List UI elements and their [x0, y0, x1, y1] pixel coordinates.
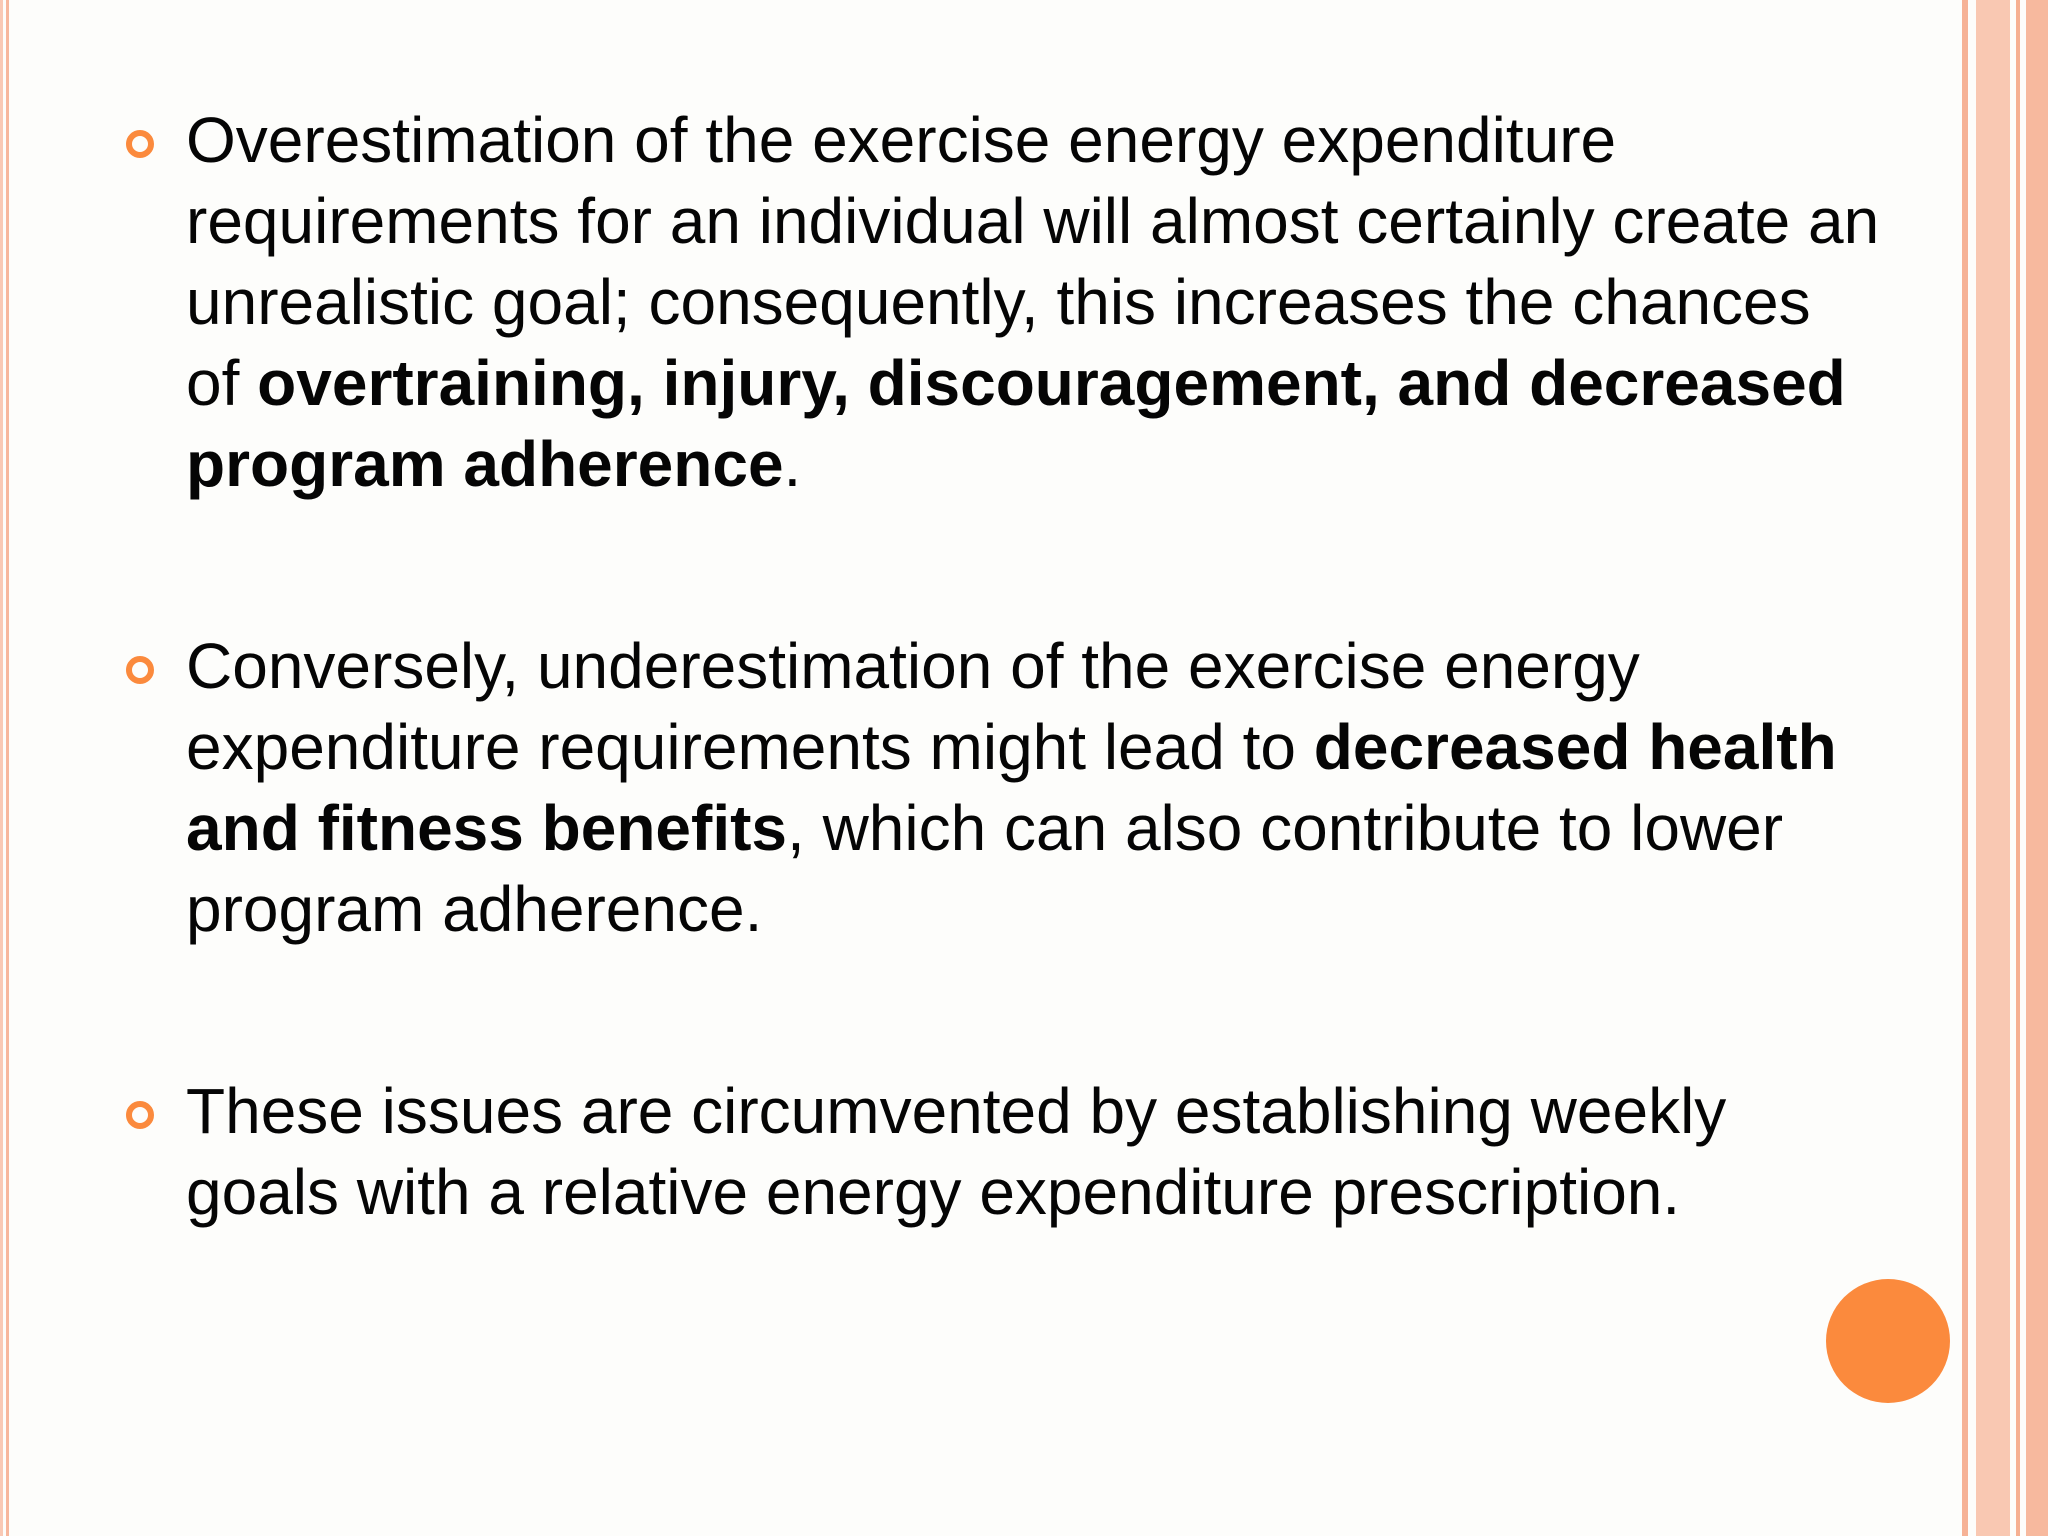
left-decorative-border [0, 0, 14, 1536]
circle-bullet-icon [126, 1101, 154, 1129]
bullet-text: Overestimation of the exercise energy expenditure requirements for an individual will almost certainly create an unrealistic goal; consequently, this increases the chances of overtraining, injury, discouragement, and decreased program adherence. [186, 104, 1880, 500]
bullet-item-weekly-goals [120, 1071, 1880, 1233]
bullet-item-overestimation [120, 100, 1880, 505]
slide-content [120, 100, 1880, 1233]
circle-bullet-icon [126, 656, 154, 684]
circle-bullet-icon [126, 130, 154, 158]
bullet-text: Conversely, underestimation of the exercise energy expenditure requirements might lead to decreased health and fitness benefits, which can also contribute to lower program adherence. [186, 630, 1837, 945]
right-decorative-border [1962, 0, 2048, 1536]
orange-circle-decoration [1826, 1279, 1950, 1403]
bullet-text: These issues are circumvented by establishing weekly goals with a relative energy expenditure prescription. [186, 1075, 1727, 1228]
bullet-item-underestimation [120, 626, 1880, 950]
